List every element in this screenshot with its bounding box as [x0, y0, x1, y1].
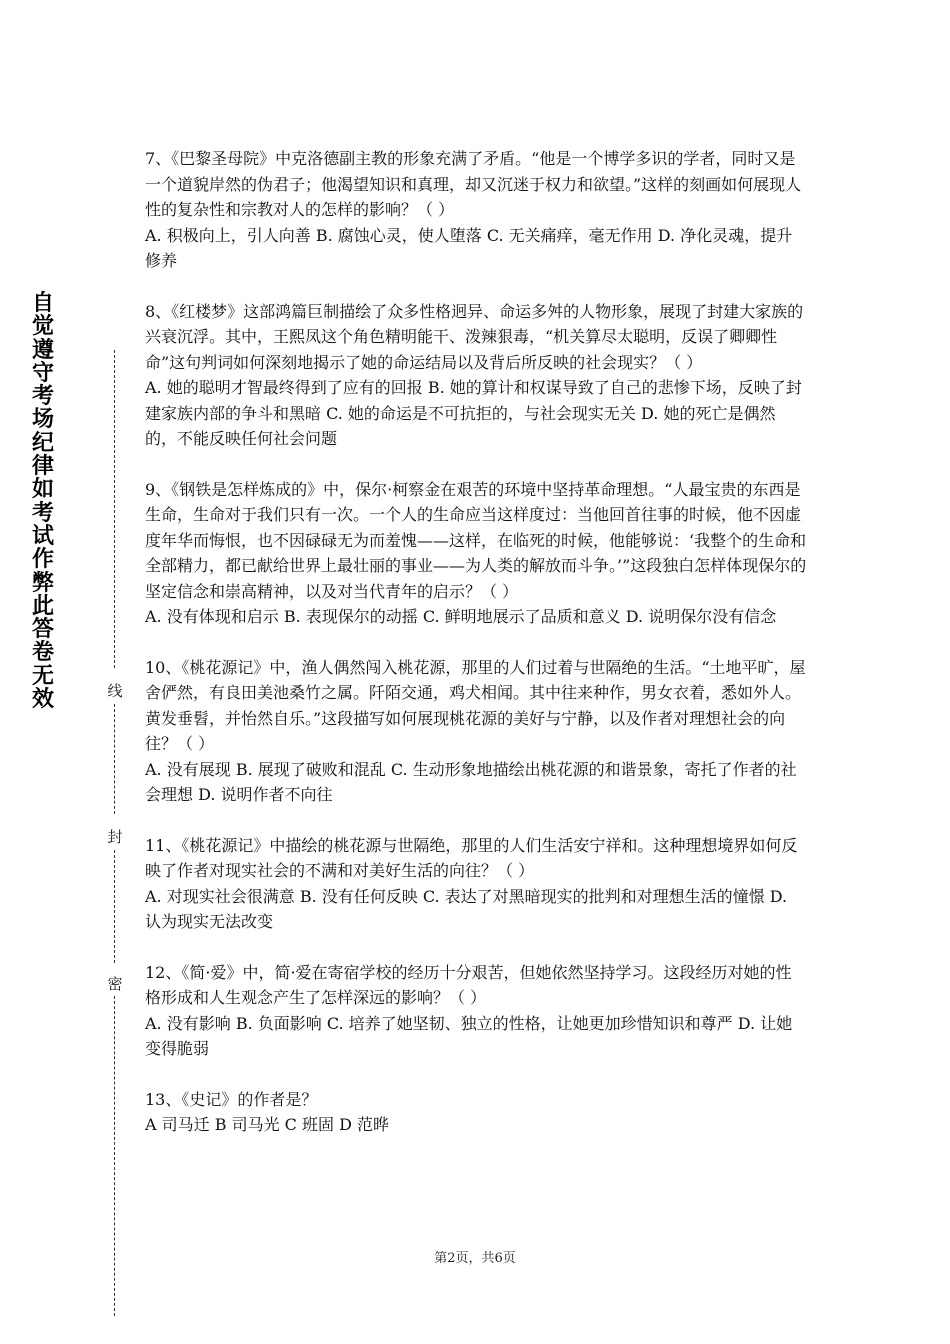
question-options: A 司马迁 B 司马光 C 班固 D 范晔 [145, 1115, 389, 1134]
question-options: A. 没有影响 B. 负面影响 C. 培养了她坚韧、独立的性格，让她更加珍惜知识和尊严 D. 让她变得脆弱 [145, 1013, 793, 1058]
question-options: A. 没有展现 B. 展现了破败和混乱 C. 生动形象地描绘出桃花源的和谐景象，寄托了作者的社会理想 D. 说明作者不向往 [145, 759, 797, 804]
question-9 [145, 477, 807, 630]
binding-line-dash [114, 350, 115, 668]
question-stem: 12、《简·爱》中，简·爱在寄宿学校的经历十分艰苦，但她依然坚持学习。这段经历对她的性格形成和人生观念产生了怎样深远的影响？（ ） [145, 962, 792, 1007]
binding-line-dash [114, 704, 115, 814]
binding-mark-secret: 密 [104, 976, 126, 992]
question-stem: 9、《钢铁是怎样炼成的》中，保尔·柯察金在艰苦的环境中坚持革命理想。“人最宝贵的东西是生命，生命对于我们只有一次。一个人的生命应当这样度过：当他回首往事的时候，他不因虚度年华而悔恨，也不因碌碌无为而羞愧——这样，在临死的时候，他能够说：‘我整个的生命和全部精力，都已献给世界上最壮丽的事业——为人类的解放而斗争。’”这段独白怎样体现保尔的坚定信念和崇高精神，以及对当代青年的启示？（ ） [145, 479, 807, 601]
page-number-footer: 第2页，共6页 [434, 1251, 516, 1266]
question-list [145, 146, 807, 1163]
question-stem: 8、《红楼梦》这部鸿篇巨制描绘了众多性格迥异、命运多舛的人物形象，展现了封建大家族的兴衰沉浮。其中，王熙凤这个角色精明能干、泼辣狠毒，“机关算尽太聪明，反误了卿卿性命”这句判词如何深刻地揭示了她的命运结局以及背后所反映的社会现实？（ ） [145, 301, 804, 372]
question-stem: 10、《桃花源记》中，渔人偶然闯入桃花源，那里的人们过着与世隔绝的生活。“土地平旷，屋舍俨然，有良田美池桑竹之属。阡陌交通，鸡犬相闻。其中往来种作，男女衣着，悉如外人。黄发垂髫，并怡然自乐。”这段描写如何展现桃花源的美好与宁静，以及作者对理想社会的向往？（ ） [145, 657, 806, 753]
question-stem: 11、《桃花源记》中描绘的桃花源与世隔绝，那里的人们生活安宁祥和。这种理想境界如何反映了作者对现实社会的不满和对美好生活的向往？（ ） [145, 835, 798, 880]
question-12 [145, 960, 807, 1062]
exam-discipline-notice: 自觉遵守考场纪律如考试作弊此答卷无效 [31, 291, 54, 713]
question-8 [145, 299, 807, 452]
question-stem: 7、《巴黎圣母院》中克洛德副主教的形象充满了矛盾。“他是一个博学多识的学者，同时又是一个道貌岸然的伪君子；他渴望知识和真理，却又沉迷于权力和欲望。”这样的刻画如何展现人性的复杂性和宗教对人的怎样的影响？（ ） [145, 149, 802, 219]
question-11 [145, 833, 807, 935]
question-options: A. 她的聪明才智最终得到了应有的回报 B. 她的算计和权谋导致了自己的悲惨下场，反映了封建家族内部的争斗和黑暗 C. 她的命运是不可抗拒的，与社会现实无关 D. 她的死亡是偶然的，不能反映任何社会问题 [145, 378, 802, 448]
question-7 [145, 146, 807, 274]
question-options: A. 没有体现和启示 B. 表现保尔的动摇 C. 鲜明地展示了品质和意义 D. 说明保尔没有信念 [145, 607, 777, 626]
question-13 [145, 1087, 807, 1138]
binding-mark-line: 线 [104, 683, 126, 699]
binding-line-dash [114, 996, 115, 1316]
question-10 [145, 655, 807, 808]
question-stem: 13、《史记》的作者是？ [145, 1089, 318, 1109]
binding-mark-seal: 封 [104, 829, 126, 845]
question-options: A. 积极向上，引人向善 B. 腐蚀心灵，使人堕落 C. 无关痛痒，毫无作用 D. 净化灵魂，提升修养 [145, 225, 793, 270]
binding-line-dash [114, 850, 115, 963]
question-options: A. 对现实社会很满意 B. 没有任何反映 C. 表达了对黑暗现实的批判和对理想生活的憧憬 D. 认为现实无法改变 [145, 886, 788, 931]
